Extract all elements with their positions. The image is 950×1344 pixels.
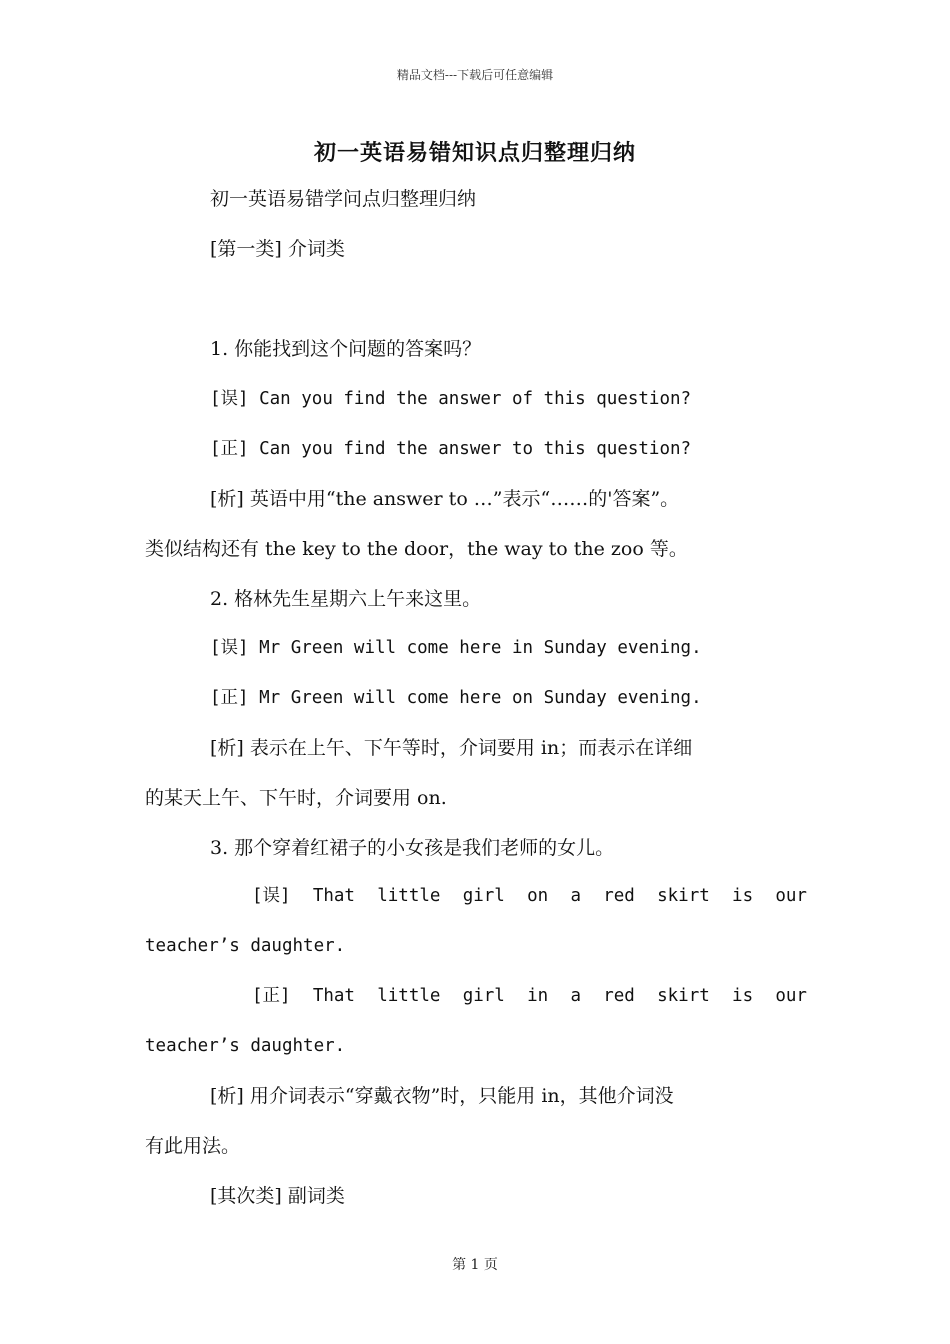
document-title: 初一英语易错知识点归整理归纳: [313, 140, 636, 166]
word: a: [570, 986, 581, 1006]
word: a: [570, 886, 581, 906]
section-heading-adverbs: [其次类] 副词类: [210, 1185, 345, 1207]
page-number: 第 1 页: [452, 1257, 498, 1273]
word: in: [527, 986, 549, 1006]
right-sentence-1: [正] Can you find the answer to this question?: [210, 439, 692, 459]
page-header: 精品文档---下载后可任意编辑: [396, 68, 554, 82]
word: little: [377, 886, 441, 906]
wrong-sentence-3-line-1: [145, 886, 807, 907]
word: That: [312, 986, 355, 1006]
wrong-sentence-3-line-2: teacher’s daughter.: [145, 936, 346, 956]
question-2: 2. 格林先生星期六上午来这里。: [210, 588, 482, 610]
subtitle-line: 初一英语易错学问点归整理归纳: [210, 188, 477, 210]
word: girl: [462, 986, 505, 1006]
question-1: 1. 你能找到这个问题的答案吗？: [210, 338, 482, 360]
word: red: [603, 986, 635, 1006]
word: skirt: [657, 986, 710, 1006]
word: little: [377, 986, 441, 1006]
word: on: [527, 886, 549, 906]
right-sentence-2: [正] Mr Green will come here on Sunday evening.: [210, 688, 702, 708]
word: [误]: [252, 886, 291, 906]
word: girl: [462, 886, 505, 906]
word: That: [312, 886, 355, 906]
word: red: [603, 886, 635, 906]
word: is: [732, 986, 754, 1006]
analysis-2-line-2: 的某天上午、下午时，介词要用 on.: [145, 787, 447, 809]
wrong-sentence-1: [误] Can you find the answer of this question?: [210, 389, 692, 409]
right-sentence-3-line-2: teacher’s daughter.: [145, 1036, 346, 1056]
analysis-1-line-2: 类似结构还有 the key to the door，the way to the zoo 等。: [145, 538, 688, 560]
word: our: [775, 986, 807, 1006]
analysis-2-line-1: [析] 表示在上午、下午等时，介词要用 in；而表示在详细: [210, 737, 693, 759]
word: our: [775, 886, 807, 906]
analysis-3-line-2: 有此用法。: [145, 1135, 241, 1157]
word: skirt: [657, 886, 710, 906]
wrong-sentence-2: [误] Mr Green will come here in Sunday evening.: [210, 638, 702, 658]
word: [正]: [252, 986, 291, 1006]
word: is: [732, 886, 754, 906]
section-heading-prepositions: [第一类] 介词类: [210, 238, 345, 260]
analysis-3-line-1: [析] 用介词表示“穿戴衣物”时，只能用 in，其他介词没: [210, 1085, 674, 1107]
analysis-1-line-1: [析] 英语中用“the answer to …”表示“……的'答案”。: [210, 488, 680, 510]
question-3: 3. 那个穿着红裙子的小女孩是我们老师的女儿。: [210, 837, 615, 859]
right-sentence-3-line-1: [145, 986, 807, 1007]
